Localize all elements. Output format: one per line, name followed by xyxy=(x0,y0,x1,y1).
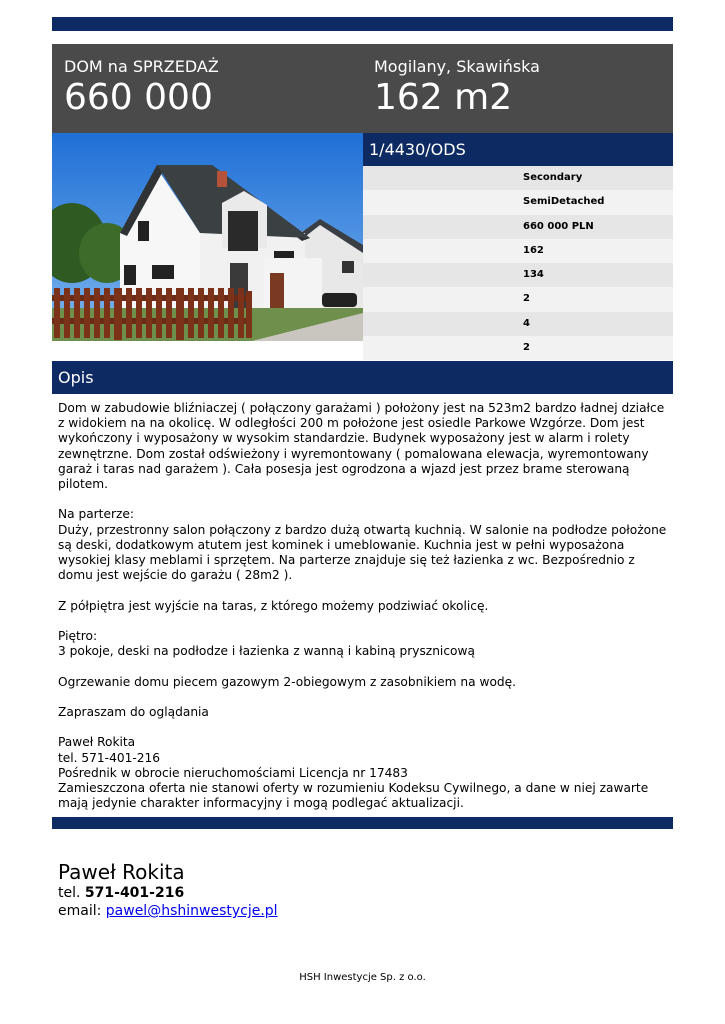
email-line xyxy=(58,902,278,920)
spec-value-8: 2 xyxy=(363,336,673,360)
listing-location: Mogilany, Skawińska xyxy=(374,57,540,76)
spec-market: Secondary xyxy=(363,166,673,190)
spec-price: 660 000 PLN xyxy=(363,215,673,239)
spec-table xyxy=(363,166,673,360)
section-title-opis: Opis xyxy=(52,361,673,394)
spec-value-7: 4 xyxy=(363,312,673,336)
spec-building-type: SemiDetached xyxy=(363,190,673,214)
mid-decor-bar xyxy=(52,817,673,829)
contact-block xyxy=(58,860,278,920)
spec-area: 162 xyxy=(363,239,673,263)
phone-label: tel. xyxy=(58,885,81,901)
email-label: email: xyxy=(58,903,102,919)
phone-number: 571-401-216 xyxy=(84,885,185,901)
listing-header xyxy=(52,44,673,133)
spec-value-6: 2 xyxy=(363,287,673,311)
listing-description: Dom w zabudowie bliźniaczej ( połączony garażami ) położony jest na 523m2 bardzo ładnej działce z widokiem na na okolicę. W odległości 200 m położone jest osiedle Parkowe Wzgórze. Dom jest wykończony i wyposażony w wysokim standardzie. Budynek wyposażony jest w alarm i rolety zewnętrzne. Dom został odświeżony i wyremontowany ( pomalowana elewacja, wyremontowany garaż i taras nad garażem ). Cała posesja jest ogrodzona a wjazd jest przez brame sterowaną pilotem. Na parterze: Duży, przestronny salon połączony z bardzo dużą otwartą kuchnią. W salonie na podłodze położone są deski, dodatkowym atutem jest kominek i umeblowanie. Kuchnia jest w pełni wyposażona wysokiej klasy meblami i sprzętem. Na parterze znajduje się też łazienka z wc. Bezpośrednio z domu jest wejście do garażu ( 28m2 ). Z półpiętra jest wyjście na taras, z którego możemy podziwiać okolicę. Piętro: 3 pokoje, deski na podłodze i łazienka z wanną i kabiną prysznicową Ogrzewanie domu piecem gazowym 2-obiegowym z zasobnikiem na wodę. Zapraszam do oglądania Paweł Rokita tel. 571-401-216 Pośrednik w obrocie nieruchomościami Licencja nr 17483 Zamieszczona oferta nie stanowi oferty w rozumieniu Kodeksu Cywilnego, a dane w niej zawarte mają jedynie charakter informacyjny i mogą podlegać aktualizacji. xyxy=(58,401,667,811)
spec-usable-area: 134 xyxy=(363,263,673,287)
top-decor-bar xyxy=(52,17,673,31)
listing-type: DOM na SPRZEDAŻ xyxy=(64,57,219,76)
email-link[interactable]: pawel@hshinwestycje.pl xyxy=(105,903,278,919)
listing-price: 660 000 xyxy=(64,77,213,118)
reference-number: 1/4430/ODS xyxy=(363,133,673,166)
listing-area: 162 m2 xyxy=(374,77,513,118)
company-footer: HSH Inwestycje Sp. z o.o. xyxy=(299,972,426,983)
photo-spacer xyxy=(52,341,363,361)
phone-line xyxy=(58,884,278,902)
house-photo xyxy=(52,133,363,341)
agent-name: Paweł Rokita xyxy=(58,860,185,884)
